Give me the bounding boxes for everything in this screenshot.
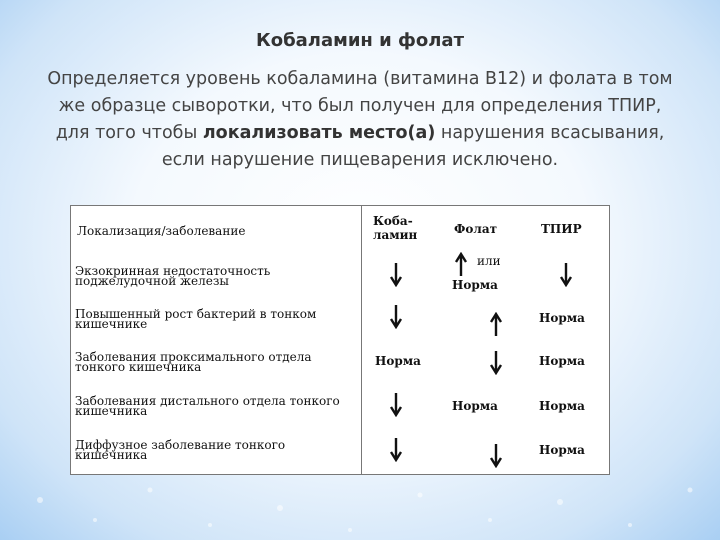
arrow-down-icon [389, 391, 403, 417]
row-label: кишечника [75, 448, 148, 462]
intro-emphasis: локализовать место(а) [202, 123, 436, 143]
intro-text-end: нарушения всасывания, если нарушение пищеварения исключено. [161, 123, 665, 170]
row-label: тонкого кишечника [75, 360, 202, 374]
header-localization: Локализация/заболевание [77, 224, 246, 238]
slide-title: Кобаламин и фолат [255, 30, 465, 51]
arrow-down-icon [559, 261, 573, 287]
folate-norma: Норма [452, 399, 498, 413]
row-label: Заболевания дистального отдела тонкого [75, 394, 340, 408]
arrow-up-icon [489, 312, 503, 338]
row-label: кишечника [75, 404, 148, 418]
comparison-table [70, 205, 610, 475]
arrow-down-icon [389, 261, 403, 287]
arrow-up-icon [454, 252, 468, 278]
arrow-down-icon [489, 349, 503, 375]
arrow-down-icon [489, 442, 503, 468]
row-label: Заболевания проксимального отдела [75, 350, 312, 364]
cobalamin-norma: Норма [375, 354, 421, 368]
row-label: Экзокринная недостаточность [75, 264, 271, 278]
table-divider [361, 206, 362, 474]
intro-text: Определяется уровень кобаламина (витамина В12) и фолата в том же образце сыворотки, что был получен для определения ТПИР, для того чтобы [47, 69, 673, 143]
header-folate: Фолат [454, 222, 498, 236]
arrow-down-icon [389, 303, 403, 329]
row-label: Повышенный рост бактерий в тонком [75, 307, 317, 321]
row-label: кишечнике [75, 317, 148, 331]
arrow-down-icon [389, 436, 403, 462]
row-label: поджелудочной железы [75, 274, 229, 288]
header-tpir: ТПИР [541, 222, 582, 236]
folate-norma: Норма [452, 278, 498, 292]
row-label: Диффузное заболевание тонкого [75, 438, 286, 452]
header-cobalamin-1: Коба- [373, 214, 413, 228]
intro-paragraph [40, 66, 680, 174]
header-cobalamin-2: ламин [373, 228, 418, 242]
folate-or: или [477, 254, 501, 268]
tpir-norma: Норма [539, 311, 585, 325]
tpir-norma: Норма [539, 443, 585, 457]
tpir-norma: Норма [539, 354, 585, 368]
tpir-norma: Норма [539, 399, 585, 413]
